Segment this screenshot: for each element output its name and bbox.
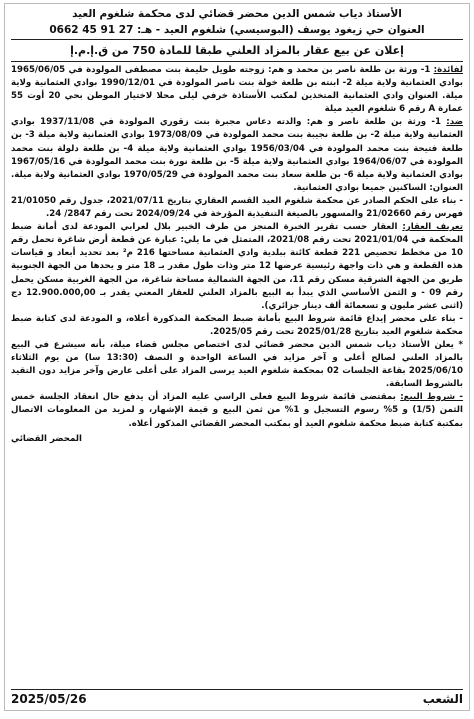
property-label: تعريف العقار: xyxy=(402,222,463,233)
property-text: العقار حسب تقرير الخبرة المنجز من طرف الخبير بلال لعرابي المودعة لدى أمانة ضبط المحكمة في 2021/01/04 تحت رقم 2021/08، المتمثل في ما يلي: عبارة عن قطعة أرض شاغرة تحمل رقم 10 من مخطط تحصيص 221 قطعة كائنة ببلدية وادي العثمانية مساحتها 216 م² بعد تحديد أبعاد و قياسات هذه القطعة و هي ذات واجهة رئيسية عرضها 12 متر وذات طول مقدر بـ 18 متر و يحدها من الجهة الجنوبية طريق من الجهة الشرقية مسكن رقم 11، من الجهة الشمالية مساحة شاغرة، من الجهة الغربية مسكن يحمل رقم 09 - و الثمن الأساسي الذي يبدأ به البيع بالمزاد العلني للعقار المعني يقدر بـ 12.900.000,00 دج (اثنى عشر مليون و تسعمائة ألف دينار جزائري). xyxy=(11,222,464,311)
bailiff-header xyxy=(11,6,463,38)
conditions-text: بمقتضى قائمة شروط البيع فعلى الراسي عليه المزاد أن يدفع حال انعقاد الجلسة خمس الثمن (1/5) و 5% رسوم التسجيل و 1% من ثمن البيع و قيمة الإشهار، و لمزيد من المعلومات الاتصال بمكتبة كتابة ضبط محكمة شلغوم العيد أو بمكتب المحضر القضائي المذكور أعلاه. xyxy=(11,392,463,429)
divider xyxy=(11,39,463,40)
conditions-paragraph xyxy=(11,391,463,430)
notice-body xyxy=(11,64,463,446)
deposit-paragraph: - بناء على محضر إيداع قائمة شروط البيع بأمانة ضبط المحكمة المذكورة أعلاه، و المودعة لدى كتابة ضبط محكمة شلغوم العيد بتاريخ 2025/01/28 تحت رقم 2025/05. xyxy=(11,313,463,337)
beneficiary-paragraph xyxy=(11,64,463,116)
defendant-text: 1- ورثة بن طلعة ناصر و هم: والدته دعاس مجبرة بنت زقوري المولودة في 1937/11/08 بوادي العثمانية ولاية ميلة 2- بن طلعة نجيبة بنت محمد المولودة في 1973/08/09 بوادي العثمانية ولاية ميلة 3- بن طلعة فتيحة بنت محمد المولودة في 1956/03/04 بوادي العثمانية ولاية ميلة 4- بن طلعة دلولة بنت محمد المولودة في 1964/06/07 بوادي العثمانية ولاية ميلة 5- بن طلعة نورة بنت محمد المولودة في 1967/05/16 بوادي العثمانية ولاية ميلة 6- بن طلعة سعاد بنت محمد المولودة في 1970/05/29 بوادي العثمانية ولاية ميلة. العنوان: الساكنين جميعا بوادي العثمانية. xyxy=(11,117,464,193)
legal-notice xyxy=(4,3,470,711)
signature-row xyxy=(11,433,463,446)
property-paragraph xyxy=(11,221,463,313)
publication-date: 2025/05/26 xyxy=(11,692,87,706)
signature: المحضر القضائي xyxy=(11,433,82,444)
auction-paragraph: * يعلن الأستاذ دياب شمس الدين محضر قضائي لدى اختصاص مجلس قضاء ميلة، بأنه سيشرع في البيع بالمزاد العلني لصالح أعلى و آخر مزايد في الساعة الواحدة و النصف (13:30 سا) من يوم الثلاثاء 2025/06/10 بقاعة الجلسات 02 بمحكمة شلغوم العيد يرسى المزاد على أعلى عارض وآخر مزايد دون التقيد بالشروط السابقة. xyxy=(11,339,464,390)
conditions-label: - شروط البيع: xyxy=(400,392,463,403)
defendant-paragraph xyxy=(11,116,463,195)
bailiff-name: الأستاذ دياب شمس الدين محضر قضائي لدى محكمة شلغوم العيد xyxy=(72,8,402,20)
defendant-label: ضد: xyxy=(446,117,464,128)
beneficiary-label: لفائدة: xyxy=(433,65,463,75)
newspaper-name: الشعب xyxy=(422,692,463,706)
bailiff-address: العنوان حي زيغود يوسف (البوسيسي) شلغوم العيد - هـ: 27 91 45 0662 xyxy=(49,24,425,36)
judgment-paragraph: - بناء على الحكم الصادر عن محكمة شلغوم العيد القسم العقاري بتاريخ 2021/07/11، جدول رقم 21/01050 فهرس رقم 21/02660 والمسهور بالصيغة التنفيذية المؤرخة في 2024/09/24 تحت رقم 2847/ 24. xyxy=(11,195,463,220)
beneficiary-text: 1- ورثة بن طلعة ناصر بن محمد و هم: زوجته طويل حليمة بنت مصطفى المولودة في 1965/06/05 بوادي العثمانية ولاية ميلة 2- ابنته بن طلعة خولة بنت ناصر المولودة في 1990/12/01 بوادي العثمانية ولاية ميلة. العنوان وادي العثمانية المتخذين لمكتب الأستاذة خرفي ليلى محلا لاختيار الموطن بحي 20 أوت 55 عمارة A رقم 6 شلغوم العيد ميلة xyxy=(11,65,464,115)
publication-footer xyxy=(11,689,463,706)
notice-title: إعلان عن بيع عقار بالمزاد العلني طبقا للمادة 750 من ق.إ.م.إ xyxy=(70,44,404,57)
divider xyxy=(11,61,463,62)
